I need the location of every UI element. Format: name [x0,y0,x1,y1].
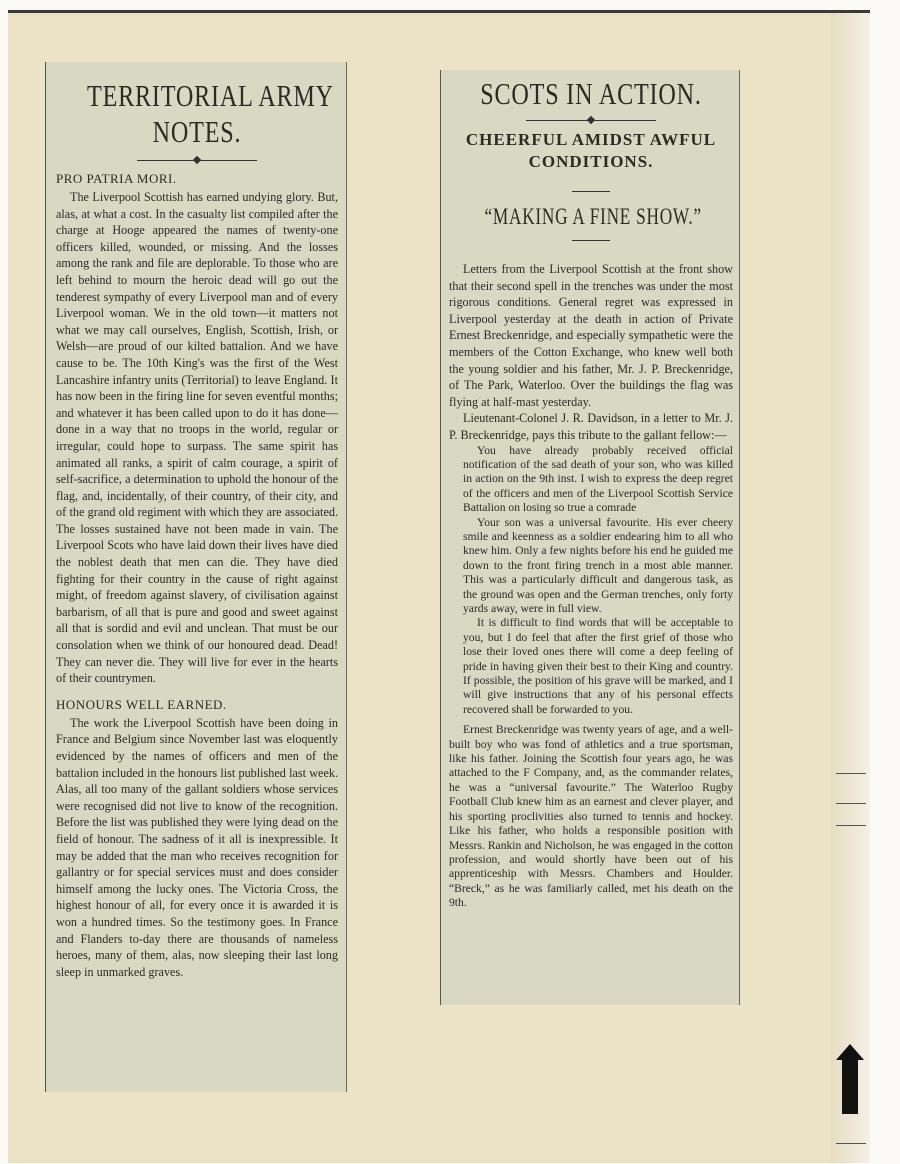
article-paragraph: Lieutenant-Colonel J. R. Davidson, in a letter to Mr. J. P. Breckenridge, pays this tribute to the gallant fellow:— [449,411,733,442]
divider [572,240,610,241]
ornament-divider [526,120,656,121]
edge-mark [836,803,866,804]
article-paragraph: Ernest Breckenridge was twenty years of age, and a well-built boy who was fond of athletics and a true sportsman, like his father. Joining the Scottish four years ago, he was attached to the F Company, and, as the commander relates, he was a “universal favourite.” The Waterloo Rugby Football Club knew him as an earnest and clever player, and his sporting proclivities also turned to tennis and hockey. Like his father, who holds a responsible position with Messrs. Rankin and Nicholson, he was engaged in the cotton profession, and would shortly have been out of his apprenticeship with Messrs. Chambers and Houlder. “Breck,” as he was familiarly called, met his death on the 9th. [449,723,733,910]
edge-mark [836,773,866,774]
clipping-scots-in-action [440,70,740,1005]
letter-paragraph: You have already probably received official notification of the sad death of your son, who was killed in action on the 9th inst. I wish to express the deep regret of the officers and men of the Liverpool Scottish Service Battalion on losing so true a comrade [463,443,733,515]
clipping-title: NOTES. [152,114,242,149]
clipping-territorial-army-notes [45,62,347,1092]
quote-heading: “MAKING A FINE SHOW.” [484,204,702,229]
edge-mark [836,825,866,826]
arrow-icon [842,1058,858,1114]
edge-mark [836,1143,866,1144]
clipping-subtitle: CHEERFUL AMIDST AWFUL [465,130,717,149]
clipping-title: SCOTS IN ACTION. [480,76,702,111]
article-paragraph: The Liverpool Scottish has earned undying glory. But, alas, at what a cost. In the casualty list compiled after the charge at Hooge appeared the names of twenty-one officers killed, wounded, or missing. And the losses among the rank and file are deplorable. To those who are left behind to mourn the heroic dead will go out the tenderest sympathy of every Liverpool man and of every Liverpool woman. We in the old town—it matters not what we may call ourselves, English, Scottish, Irish, or Welsh—are proud of our kilted battalion. And we have cause to be. The 10th King's was the first of the West Lancashire infantry units (Territorial) to leave England. It has now been in the firing line for seven eventful months; and whatever it has been called upon to do it has done—done in a way that no troops in the world, regular or irregular, could hope to surpass. The same spirit has animated all ranks, a spirit of calm courage, a spirit of self-sacrifice, a determination to uphold the honour of the flag, and, incidentally, of their country, of their city, and of the grand old regiment with which they are associated. The losses sustained have not been made in vain. The Liverpool Scots who have laid down their lives have died the noblest death that men can die. They have died fighting for their country in the cause of right against might, of freedom against slavery, of civilisation against barbarism, of all that is pure and good and sweet against all that is sordid and evil and unclean. That must be our consolation when we think of our honoured dead. Dead! They can never die. They will live for ever in the hearts of their countrymen. [56,190,338,686]
divider [572,191,610,192]
quoted-letter [449,444,733,718]
article-paragraph: The work the Liverpool Scottish have been doing in France and Belgium since November last was eloquently evidenced by the names of officers and men of the battalion included in the honours list published last week. Alas, all too many of the gallant soldiers whose services were recognised did not live to know of the recognition. Before the list was published they were lying dead on the field of honour. The sadness of it all is inexpressible. It may be added that the man who receives recognition for gallantry or for special services must and does consider himself among the lucky ones. The Victoria Cross, the highest honour of all, for every once it is awarded it is won a hundred times. So the testimony goes. In France and Flanders to-day there are thousands of nameless heroes, many of them, alas, now sleeping their last long sleep in unmarked graves. [56,715,338,979]
clipping-title: TERRITORIAL ARMY [87,78,334,113]
page-edge [830,13,870,1163]
clipping-subtitle: CONDITIONS. [528,152,654,171]
section-heading: PRO PATRIA MORI. [56,171,177,186]
article-paragraph: Letters from the Liverpool Scottish at the front show that their second spell in the trenches was under the most rigorous conditions. General regret was expressed in Liverpool yesterday at the death in action of Private Ernest Breckenridge, and especially sympathetic were the members of the Cotton Exchange, who knew well both the young soldier and his father, Mr. J. P. Breckenridge, of The Park, Waterloo. Over the buildings the flag was flying at half-mast yesterday. [449,262,733,409]
section-heading: HONOURS WELL EARNED. [56,696,227,712]
letter-paragraph: It is difficult to find words that will be acceptable to you, but I do feel that after the first grief of those who lose their loved ones there will come a deep feeling of pride in having given their best to their King and country. If possible, the position of his grave will be marked, and I will give instructions that any of his personal effects recovered shall be forwarded to you. [463,616,733,716]
ornament-divider [137,160,257,161]
letter-paragraph: Your son was a universal favourite. His ever cheery smile and keenness as a soldier endearing him to all who knew him. Only a few nights before his end he guided me down to the front firing trench in a most able manner. This was a particularly difficult and dangerous task, as the ground was open and the German trenches, only forty yards away, were in full view. [463,515,733,615]
